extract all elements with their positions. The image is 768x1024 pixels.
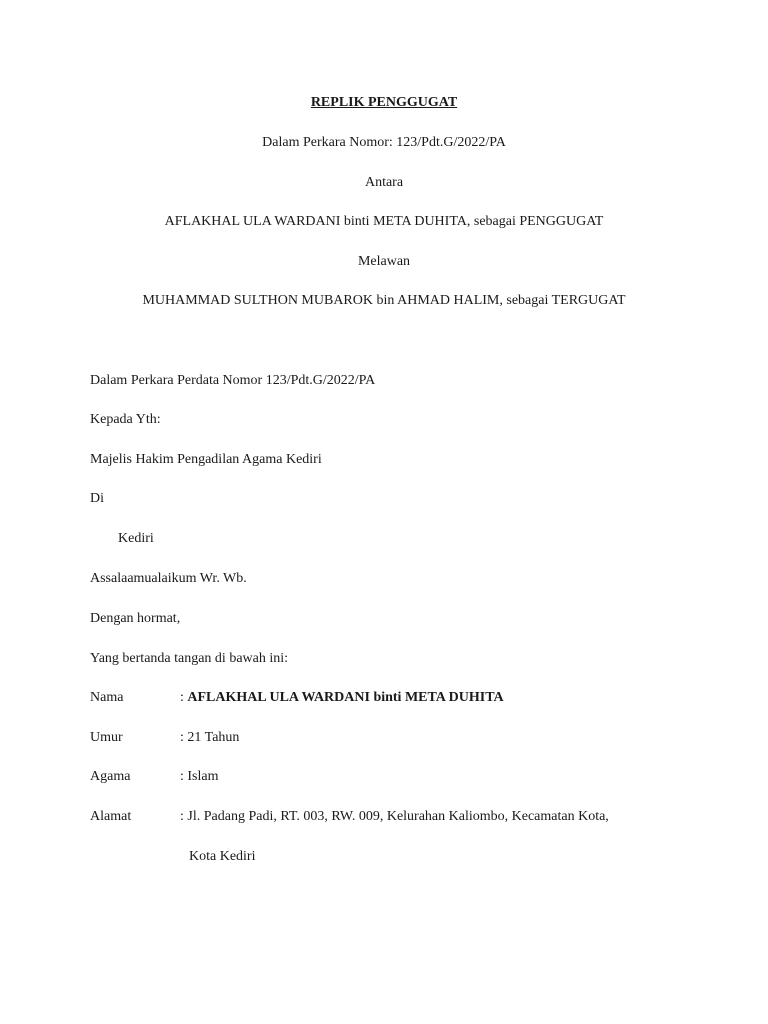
case-number-line: Dalam Perkara Nomor: 123/Pdt.G/2022/PA — [262, 135, 506, 150]
respect-line: Dengan hormat, — [90, 611, 181, 626]
between-label: Antara — [364, 175, 404, 190]
defendant-line: MUHAMMAD SULTHON MUBAROK bin AHMAD HALIM, sebagai TERGUGAT — [142, 293, 626, 308]
document-title: REPLIK PENGGUGAT — [310, 95, 458, 110]
city-line: Kediri — [118, 531, 154, 546]
name-field — [180, 689, 504, 707]
civil-case-line: Dalam Perkara Perdata Nomor 123/Pdt.G/2022/PA — [90, 373, 376, 388]
addressee-label: Kepada Yth: — [90, 412, 161, 427]
recipient-line: Majelis Hakim Pengadilan Agama Kediri — [90, 452, 322, 467]
address-label: Alamat — [90, 809, 132, 824]
greeting-line: Assalaamualaikum Wr. Wb. — [90, 571, 247, 586]
at-label: Di — [90, 491, 104, 506]
name-value: AFLAKHAL ULA WARDANI binti META DUHITA — [187, 690, 504, 705]
name-label: Nama — [90, 690, 124, 705]
undersigned-line: Yang bertanda tangan di bawah ini: — [90, 651, 289, 666]
versus-label: Melawan — [357, 254, 411, 269]
plaintiff-line: AFLAKHAL ULA WARDANI binti META DUHITA, sebagai PENGGUGAT — [164, 214, 604, 229]
religion-value: : Islam — [180, 769, 219, 784]
religion-label: Agama — [90, 769, 131, 784]
age-label: Umur — [90, 730, 123, 745]
name-colon: : — [180, 690, 188, 705]
address-value-continued: Kota Kediri — [189, 849, 256, 864]
age-value: : 21 Tahun — [180, 730, 240, 745]
address-value: : Jl. Padang Padi, RT. 003, RW. 009, Kelurahan Kaliombo, Kecamatan Kota, — [180, 809, 609, 824]
